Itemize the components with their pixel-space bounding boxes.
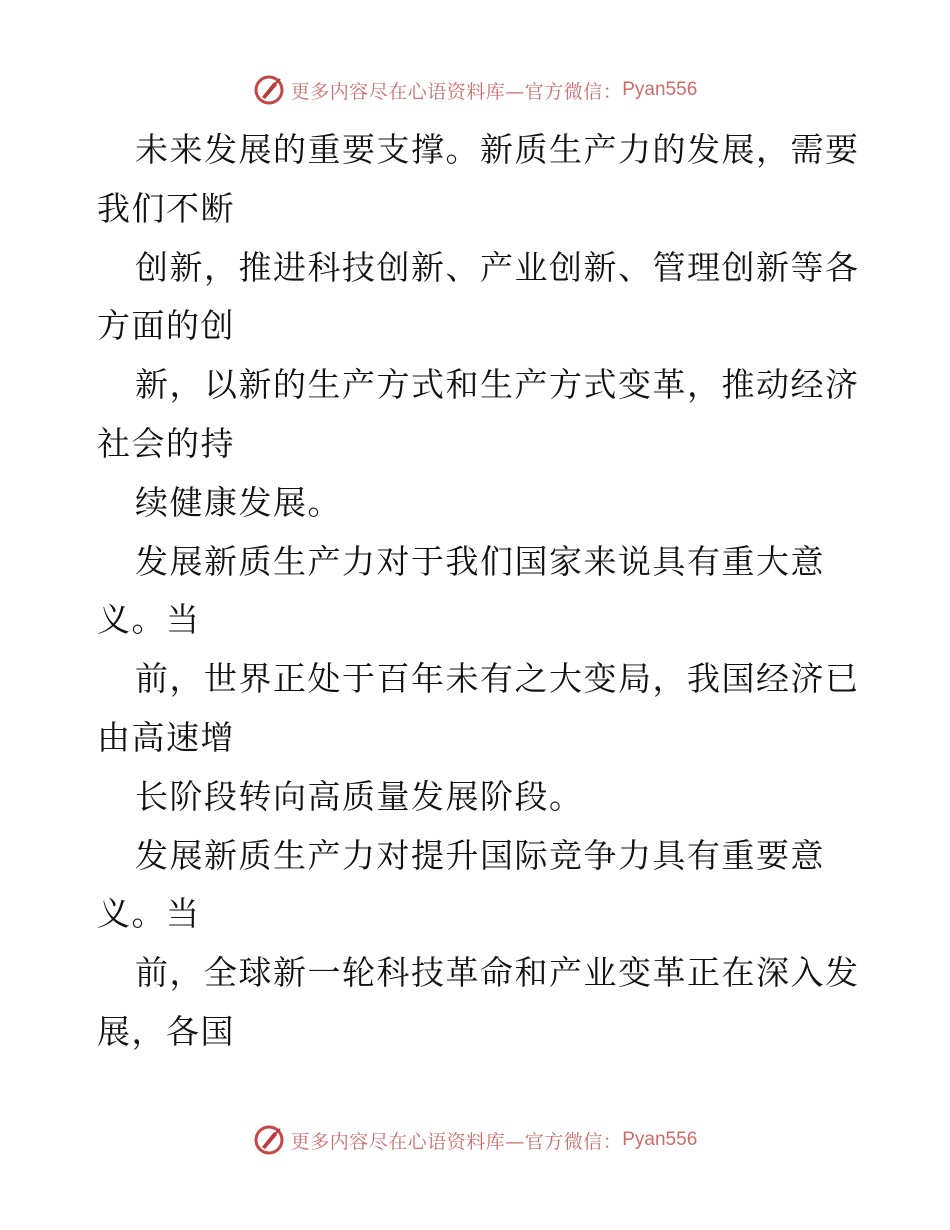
body-line: 我们不断 [97,188,235,228]
body-line: 方面的创 [97,306,235,346]
document-body [97,121,860,1062]
footer-banner [0,1120,950,1160]
header-banner [0,70,950,110]
body-line: 前，全球新一轮科技革命和产业变革正在深入发 [135,953,860,993]
body-line: 发展新质生产力对于我们国家来说具有重大意 [135,541,825,581]
body-line: 展，各国 [97,1011,235,1051]
body-line: 由高速增 [97,717,235,757]
body-line: 前，世界正处于百年未有之大变局，我国经济已 [135,659,860,699]
body-line: 新，以新的生产方式和生产方式变革，推动经济 [135,365,860,405]
header-banner-text: 更多内容尽在心语资料库—官方微信： [290,80,623,103]
body-line: 未来发展的重要支撑。新质生产力的发展，需要 [135,130,860,169]
quill-logo-icon [253,74,285,106]
header-banner-id: Pyan556 [622,79,698,100]
footer-banner-id: Pyan556 [622,1129,698,1150]
body-line: 长阶段转向高质量发展阶段。 [135,776,584,816]
quill-logo-icon [253,1124,285,1156]
footer-banner-text: 更多内容尽在心语资料库—官方微信： [290,1130,623,1153]
body-line: 创新，推进科技创新、产业创新、管理创新等各 [135,247,860,287]
body-line: 义。当 [97,600,201,640]
body-line: 发展新质生产力对提升国际竞争力具有重要意 [135,835,825,875]
body-line: 社会的持 [97,423,235,463]
body-line: 义。当 [97,894,201,934]
body-line: 续健康发展。 [135,482,342,522]
